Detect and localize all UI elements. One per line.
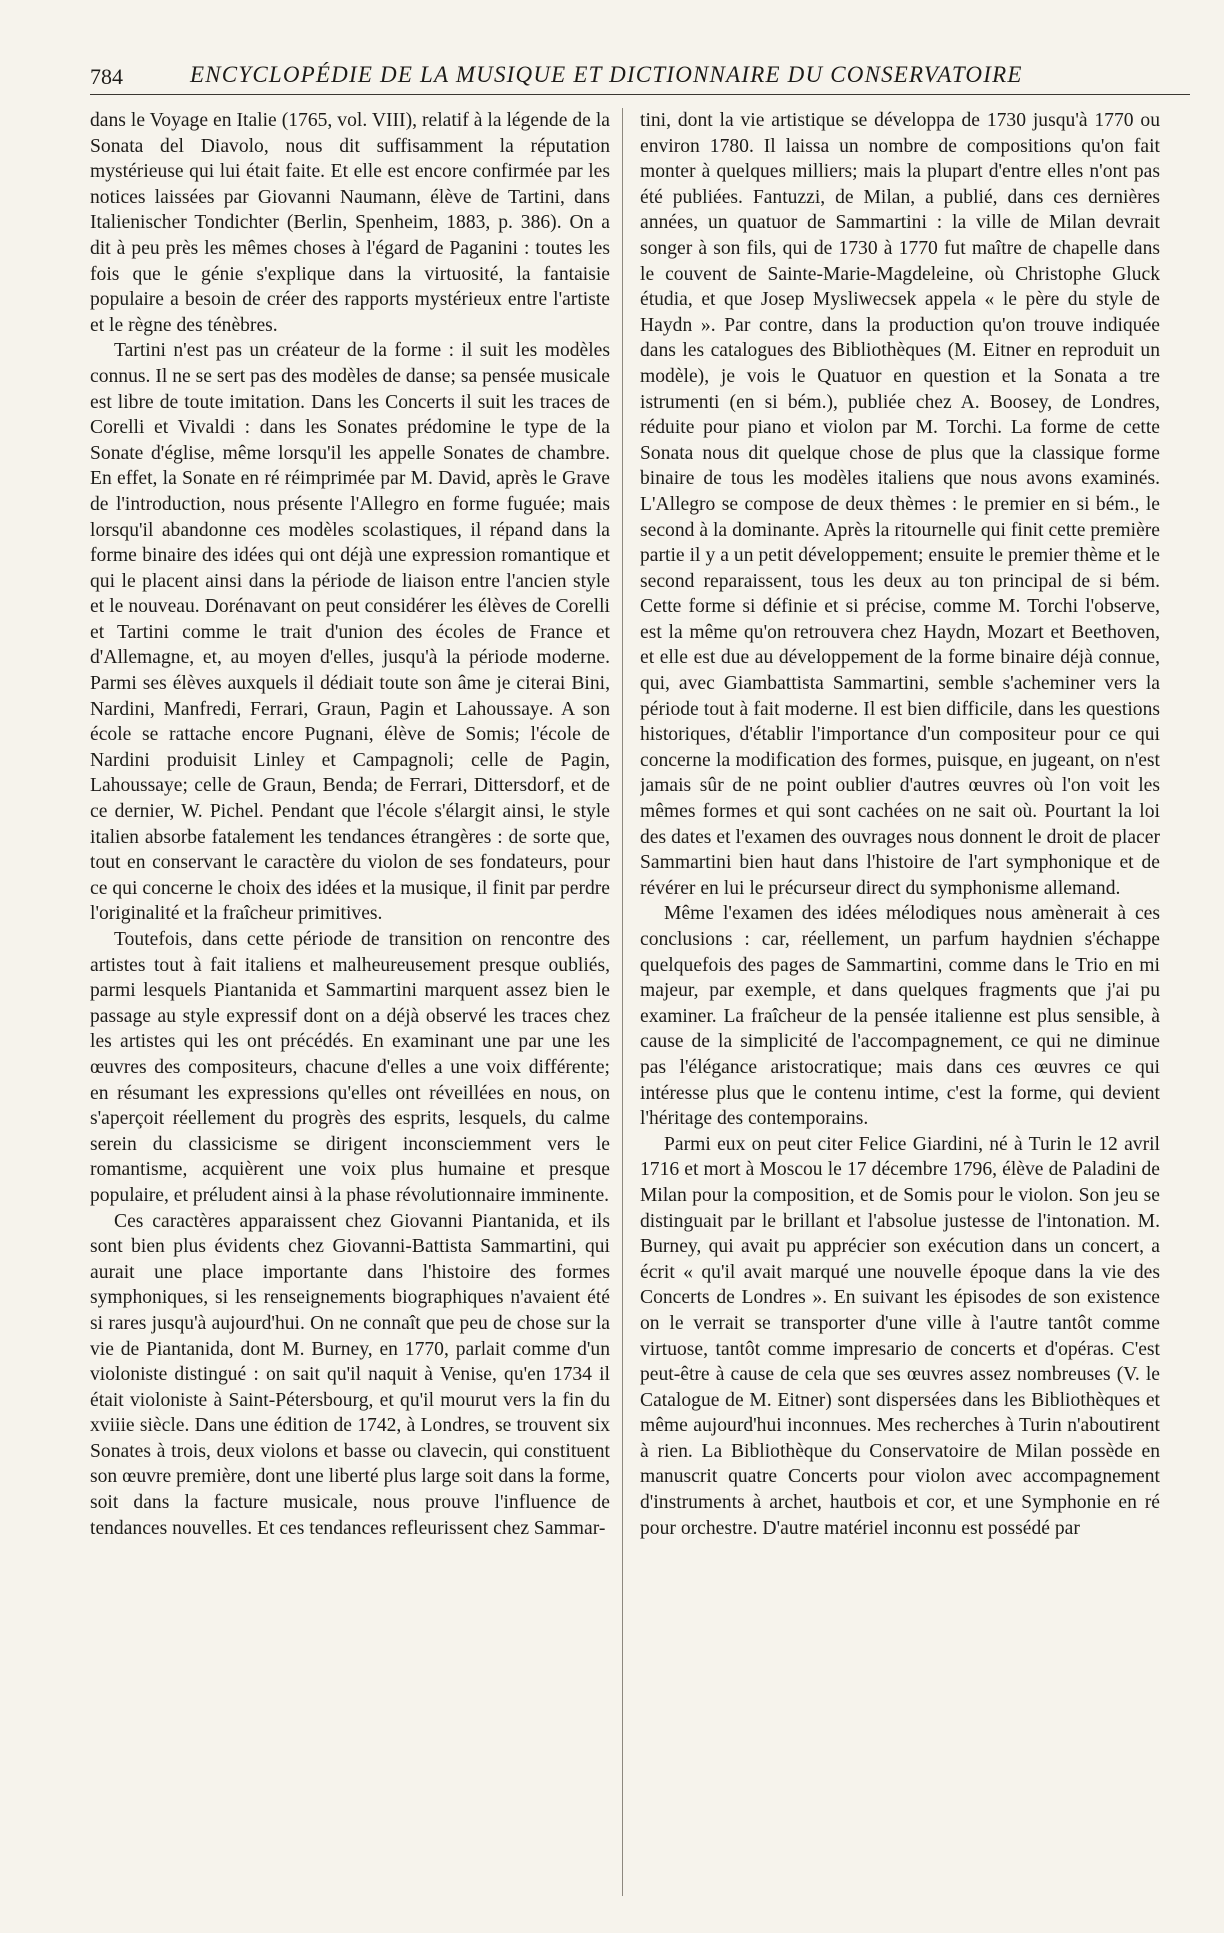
paragraph: Toutefois, dans cette période de transition on rencontre des artistes tout à fait italiens et malheureusement presque oubliés, parmi lesquels Piantanida et Sammartini marquent assez bien le passage au style expressif dont on a déjà observé les traces chez les artistes qui les ont précédés. En examinant une par une les œuvres des compositeurs, chacune d'elles a une voix différente; en résumant les expressions qu'elles ont réveillées en nous, on s'aperçoit réellement du progrès des esprits, lesquels, du calme serein du classicisme se dirigent inconsciemment vers le romantisme, acquièrent une voix plus humaine et presque populaire, et préludent ainsi à la phase révolutionnaire imminente. <box>90 929 610 1206</box>
right-column <box>640 108 1160 1908</box>
running-header <box>90 60 1190 95</box>
paragraph: dans le Voyage en Italie (1765, vol. VIII), relatif à la légende de la Sonata del Diavolo, nous dit suffisamment la réputation mystérieuse qui lui était faite. Et elle est encore confirmée par les notices laissées par Giovanni Naumann, élève de Tartini, dans Italienischer Tondichter (Berlin, Spenheim, 1883, p. 386). On a dit à peu près les mêmes choses à l'égard de Paganini : toutes les fois que le génie s'explique dans la virtuosité, la fantaisie populaire a besoin de créer des rapports mystérieux entre l'artiste et le règne des ténèbres. <box>90 110 610 336</box>
paragraph: Ces caractères apparaissent chez Giovanni Piantanida, et ils sont bien plus évidents chez Giovanni-Battista Sammartini, qui aurait une place importante dans l'histoire des formes symphoniques, si les renseignements biographiques n'avaient été si rares jusqu'à aujourd'hui. On ne connaît que peu de chose sur la vie de Piantanida, dont M. Burney, en 1770, parlait comme d'un violoniste distingué : on sait qu'il naquit à Venise, qu'en 1734 il était violoniste à Saint-Pétersbourg, et qu'il mourut vers la fin du xviiie siècle. Dans une édition de 1742, à Londres, se trouvent six Sonates à trois, deux violons et basse ou clavecin, qui constituent son œuvre première, dont une liberté plus large soit dans la forme, soit dans la facture musicale, nous prouve l'influence de tendances nouvelles. Et ces tendances refleurissent chez Sammar- <box>90 1210 610 1539</box>
running-title: ENCYCLOPÉDIE DE LA MUSIQUE ET DICTIONNAIRE DU CONSERVATOIRE <box>190 62 1023 87</box>
page-number: 784 <box>90 64 123 89</box>
paragraph: Parmi eux on peut citer Felice Giardini, né à Turin le 12 avril 1716 et mort à Moscou le 17 décembre 1796, élève de Paladini de Milan pour la composition, et de Somis pour le violon. Son jeu se distinguait par le brillant et l'absolue justesse de l'intonation. M. Burney, qui avait pu apprécier son exécution dans un concert, a écrit « qu'il avait marqué une nouvelle époque dans la vie des Concerts de Londres ». En suivant les épisodes de son existence on le verrait se transporter d'une ville à l'autre tantôt comme virtuose, tantôt comme impresario de concerts et d'opéras. C'est peut-être à cause de cela que ses œuvres assez nombreuses (V. le Catalogue de M. Eitner) sont dispersées dans les Bibliothèques et même aujourd'hui inconnues. Mes recherches à Turin n'aboutirent à rien. La Bibliothèque du Conservatoire de Milan possède en manuscrit quatre Concerts pour violon avec accompagnement d'instruments à archet, hautbois et cor, et une Symphonie en ré pour orchestre. D'autre matériel inconnu est possédé par <box>640 1133 1160 1539</box>
paragraph: tini, dont la vie artistique se développa de 1730 jusqu'à 1770 ou environ 1780. Il laissa un nombre de compositions qu'on fait monter à quelques milliers; mais la plupart d'entre elles n'ont pas été publiées. Fantuzzi, de Milan, a publié, dans ces dernières années, un quatuor de Sammartini : la ville de Milan devrait songer à son fils, qui de 1730 à 1770 fut maître de chapelle dans le couvent de Sainte-Marie-Magdeleine, où Christophe Gluck étudia, et que Josep Mysliwecsek appela « le père du style de Haydn ». Par contre, dans la production qu'on trouve indiquée dans les catalogues des Bibliothèques (M. Eitner en reproduit un modèle), je vois le Quatuor en question et la Sonata a tre istrumenti (en si bém.), publiée chez A. Boosey, de Londres, réduite pour piano et violon par M. Torchi. La forme de cette Sonata nous dit quelque chose de plus que la classique forme binaire de tous les modèles italiens que nous avons examinés. L'Allegro se compose de deux thèmes : le premier en si bém., le second à la dominante. Après la ritournelle qui finit cette première partie il y a un petit développement; ensuite le premier thème et le second reparaissent, tous les deux au ton principal de si bém. Cette forme si définie et si précise, comme M. Torchi l'observe, est la même qu'on retrouvera chez Haydn, Mozart et Beethoven, et elle est due au développement de la forme binaire déjà connue, qui, avec Giambattista Sammartini, semble s'acheminer vers la période tout à fait moderne. Il est bien difficile, dans les questions historiques, d'établir l'importance d'un compositeur pour ce qui concerne la modification des formes, puisque, en jugeant, on n'est jamais sûr de ne point oublier d'autres œuvres où l'on voit les mêmes formes et qui sont cachées on ne sait où. Pourtant la loi des dates et l'examen des ouvrages nous donnent le droit de placer Sammartini bien haut dans l'histoire de l'art symphonique et de révérer en lui le précurseur direct du symphonisme allemand. <box>640 110 1160 899</box>
paragraph: Tartini n'est pas un créateur de la forme : il suit les modèles connus. Il ne se sert pas des modèles de danse; sa pensée musicale est libre de toute imitation. Dans les Concerts il suit les traces de Corelli et Vivaldi : dans les Sonates prédomine le type de la Sonate d'église, même lorsqu'il les appelle Sonates de chambre. En effet, la Sonate en ré réimprimée par M. David, après le Grave de l'introduction, nous présente l'Allegro en forme fuguée; mais lorsqu'il abandonne ces modèles scolastiques, il répand dans la forme binaire des idées qui ont déjà une expression romantique et qui le placent ainsi dans la période de liaison entre l'ancien style et le nouveau. Dorénavant on peut considérer les élèves de Corelli et Tartini comme le trait d'union des écoles de France et d'Allemagne, et, au moyen d'elles, jusqu'à la période moderne. Parmi ses élèves auxquels il dédiait toute son âme je citerai Bini, Nardini, Manfredi, Ferrari, Graun, Pagin et Lahoussaye. A son école se rattache encore Pugnani, élève de Somis; l'école de Nardini produisit Linley et Campagnoli; celle de Pagin, Lahoussaye; celle de Graun, Benda; de Ferrari, Dittersdorf, et de ce dernier, W. Pichel. Pendant que l'école s'élargit ainsi, le style italien absorbe fatalement les tendances étrangères : de sorte que, tout en conservant le caractère du violon de ses fondateurs, pour ce qui concerne le choix des idées et la musique, il finit par perdre l'originalité et la fraîcheur primitives. <box>90 340 610 925</box>
paragraph: Même l'examen des idées mélodiques nous amènerait à ces conclusions : car, réellement, un parfum haydnien s'échappe quelquefois des pages de Sammartini, comme dans le Trio en mi majeur, par exemple, et dans quelques fragments que j'ai pu examiner. La fraîcheur de la pensée italienne est plus sensible, à cause de la simplicité de l'accompagnement, ce qui ne diminue pas l'élégance aristocratique; mais dans ces œuvres ce qui intéresse plus que le contenu intime, c'est la forme, qui devient l'héritage des contemporains. <box>640 903 1160 1130</box>
left-column <box>90 108 610 1908</box>
column-divider <box>622 108 623 1896</box>
